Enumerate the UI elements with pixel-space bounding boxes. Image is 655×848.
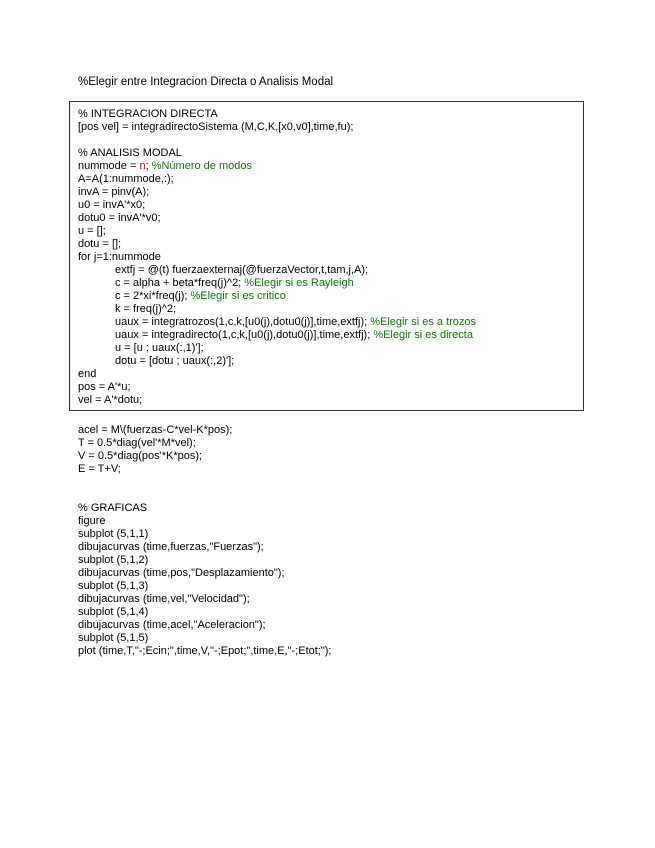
code-line: E = T+V; [78, 463, 121, 475]
code-line [78, 355, 234, 368]
code-line: subplot (5,1,2) [78, 554, 149, 566]
code-line [78, 225, 106, 238]
code-text: % ANALISIS MODAL [78, 147, 182, 159]
code-line: dibujacurvas (time,pos,"Desplazamiento"); [78, 567, 285, 579]
code-line [78, 394, 142, 407]
code-line: % GRAFICAS [78, 502, 148, 514]
code-line [78, 212, 161, 225]
code-text: dotu0 = invA'*v0; [78, 212, 161, 224]
code-comment: %Elegir si es a trozos [370, 316, 477, 328]
section-heading: %Elegir entre Integracion Directa o Analisis Modal [78, 76, 334, 88]
code-text: invA = pinv(A); [78, 186, 150, 198]
code-line: dibujacurvas (time,acel,"Aceleracion"); [78, 619, 266, 631]
code-line [78, 238, 121, 251]
code-line [78, 303, 176, 316]
code-text: for j=1:nummode [78, 251, 161, 263]
code-comment: %Número de modos [151, 160, 252, 172]
code-line [78, 108, 218, 121]
code-line: dibujacurvas (time,vel,"Velocidad"); [78, 593, 250, 605]
code-text: c = 2*xi*freq(j); [115, 290, 191, 302]
code-text: nummode = [78, 160, 140, 172]
code-line [78, 147, 182, 160]
code-line [78, 316, 476, 329]
code-text: uaux = integradirecto(1,c,k,[u0(j),dotu0(j)],time,extfj); [115, 329, 374, 341]
code-text: [pos vel] = integradirectoSistema (M,C,K,[x0,v0],time,fu); [78, 121, 354, 133]
code-line [78, 329, 473, 342]
code-line: acel = M\(fuerzas-C*vel-K*pos); [78, 424, 233, 436]
code-text: dotu = [dotu ; uaux(:,2)']; [115, 355, 235, 367]
code-line [78, 121, 353, 134]
code-line: subplot (5,1,5) [78, 632, 149, 644]
code-comment: %Elegir si es Rayleigh [244, 277, 354, 289]
code-text: c = alpha + beta*freq(j)^2; [115, 277, 245, 289]
code-text: k = freq(j)^2; [115, 303, 177, 315]
code-line [78, 251, 161, 264]
code-text: u = [u ; uaux(:,1)']; [115, 342, 204, 354]
code-text: extfj = @(t) fuerzaexternaj(@fuerzaVector,t,tam,j,A); [115, 264, 369, 276]
code-text: pos = A'*u; [78, 381, 131, 393]
code-line [78, 342, 204, 355]
code-line [78, 186, 149, 199]
code-line [78, 173, 174, 186]
code-comment: %Elegir si es directa [373, 329, 473, 341]
code-number: n [139, 160, 146, 172]
code-text: ; [145, 160, 152, 172]
code-line: V = 0.5*diag(pos'*K*pos); [78, 450, 203, 462]
code-line: subplot (5,1,1) [78, 528, 149, 540]
code-text: u = []; [78, 225, 106, 237]
code-line: subplot (5,1,3) [78, 580, 149, 592]
code-line [78, 368, 96, 381]
code-text: A=A(1:nummode,:); [78, 173, 174, 185]
code-text: dotu = []; [78, 238, 122, 250]
code-text: uaux = integratrozos(1,c,k,[u0(j),dotu0(j)],time,extfj); [115, 316, 371, 328]
code-text: end [78, 368, 97, 380]
code-line [78, 381, 131, 394]
code-line [78, 290, 286, 303]
code-line: subplot (5,1,4) [78, 606, 149, 618]
code-line [78, 199, 145, 212]
code-line: plot (time,T,"-;Ecin;",time,V,"-;Epot;",time,E,"-;Etot;"); [78, 645, 332, 657]
code-line: dibujacurvas (time,fuerzas,"Fuerzas"); [78, 541, 264, 553]
code-line [78, 264, 368, 277]
code-text: % INTEGRACION DIRECTA [78, 108, 218, 120]
code-line: figure [78, 515, 106, 527]
code-comment: %Elegir si es critico [190, 290, 286, 302]
code-text: vel = A'*dotu; [78, 394, 143, 406]
code-text: u0 = invA'*x0; [78, 199, 146, 211]
code-line [78, 277, 354, 290]
code-line: T = 0.5*diag(vel'*M*vel); [78, 437, 196, 449]
code-line [78, 160, 252, 173]
